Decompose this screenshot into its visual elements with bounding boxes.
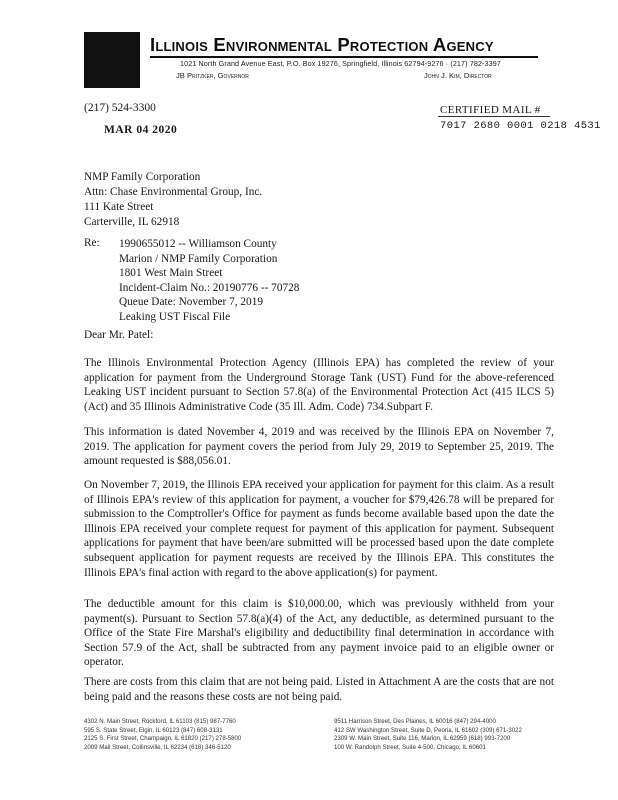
certified-mail-label: CERTIFIED MAIL #	[440, 104, 541, 116]
re-line: Queue Date: November 7, 2019	[119, 296, 263, 309]
re-line: Incident-Claim No.: 20190776 -- 70728	[119, 281, 300, 294]
footer-office: 412 SW Washington Street, Suite D, Peoria, IL 61602 (309) 671-3022	[334, 726, 522, 734]
body-paragraph: The Illinois Environmental Protection Agency (Illinois EPA) has completed the review of your application for payment from the Underground Storage Tank (UST) Fund for the above-referenced Leaking UST incident pursuant to Section 57.8(a) of the Environmental Protection Act (415 ILCS 5) (Act) and 35 Illinois Administrative Code (35 Ill. Adm. Code) 734.Subpart F.	[84, 357, 554, 413]
certified-mail-number: 7017 2680 0001 0218 4531	[440, 120, 601, 132]
re-line: Marion / NMP Family Corporation	[119, 252, 278, 265]
footer-offices-left	[84, 718, 241, 752]
footer-office: 4302 N. Main Street, Rockford, IL 61103 (815) 987-7760	[84, 718, 236, 725]
agency-name: Illinois Environmental Protection Agency	[150, 34, 494, 55]
recipient-line: Attn: Chase Environmental Group, Inc.	[84, 186, 263, 198]
recipient-line: Carterville, IL 62918	[84, 216, 180, 228]
recipient-line: 111 Kate Street	[84, 201, 154, 213]
re-line: Leaking UST Fiscal File	[119, 310, 231, 323]
agency-address: 1021 North Grand Avenue East, P.O. Box 19276, Springfield, Illinois 62794-9276 · (217) 782-3397	[180, 59, 501, 68]
body-paragraph: The deductible amount for this claim is $10,000.00, which was previously withheld from your payment(s). Pursuant to Section 57.8(a)(4) of the Act, any deductible, as determined pursuant to the Office of the State Fire Marshal's eligibility and deductibility final determination in accordance with Section 57.9 of the Act, shall be subtracted from any payment invoice paid to an eligible owner or operator.	[84, 598, 554, 669]
re-label: Re:	[84, 237, 100, 249]
footer-office: 9511 Harrison Street, Des Plaines, IL 60016 (847) 294-4000	[334, 718, 496, 725]
footer-offices-right	[334, 718, 522, 752]
letterhead-rule	[150, 56, 538, 58]
re-line: 1990655012 -- Williamson County	[119, 238, 277, 250]
salutation: Dear Mr. Patel:	[84, 329, 154, 341]
date-stamp: MAR 04 2020	[104, 124, 178, 136]
re-block	[119, 237, 299, 325]
agency-logo	[84, 32, 140, 88]
footer-office: 595 S. State Street, Elgin, IL 60123 (847) 608-3131	[84, 726, 223, 734]
phone-number: (217) 524-3300	[84, 102, 156, 114]
director-name: John J. Kim, Director	[424, 71, 492, 80]
governor-name: JB Pritzker, Governor	[176, 71, 249, 80]
footer-office: 100 W. Randolph Street, Suite 4-500, Chicago, IL 60601	[334, 743, 486, 751]
re-line: 1801 West Main Street	[119, 267, 223, 280]
footer-office: 2309 W. Main Street, Suite 116, Marion, IL 62959 (618) 993-7200	[334, 735, 511, 743]
footer-office: 2009 Mall Street, Collinsville, IL 62234 (618) 346-5120	[84, 743, 231, 751]
body-paragraph: On November 7, 2019, the Illinois EPA received your application for payment for this claim. As a result of Illinois EPA's review of this application for payment, a voucher for $79,426.78 will be prepared for submission to the Comptroller's Office for payment as funds become available based upon the date the Illinois EPA received your complete request for payment of this application for payment. Subsequent applications for payment that have been/are submitted will be processed based upon the date complete subsequent application for payment requests are received by the Illinois EPA. This constitutes the Illinois EPA's final action with regard to the above application(s) for payment.	[84, 479, 554, 579]
recipient-line: NMP Family Corporation	[84, 171, 201, 183]
recipient-address	[84, 170, 262, 230]
certified-mail-rule	[438, 116, 550, 117]
body-paragraph: This information is dated November 4, 2019 and was received by the Illinois EPA on November 7, 2019. The application for payment covers the period from July 29, 2019 to September 25, 2019. The amount requested is $88,056.01.	[84, 426, 554, 468]
footer-office: 2125 S. First Street, Champaign, IL 61820 (217) 278-5800	[84, 735, 242, 743]
body-paragraph: There are costs from this claim that are not being paid. Listed in Attachment A are the costs that are not being paid and the reasons these costs are not being paid.	[84, 676, 554, 703]
